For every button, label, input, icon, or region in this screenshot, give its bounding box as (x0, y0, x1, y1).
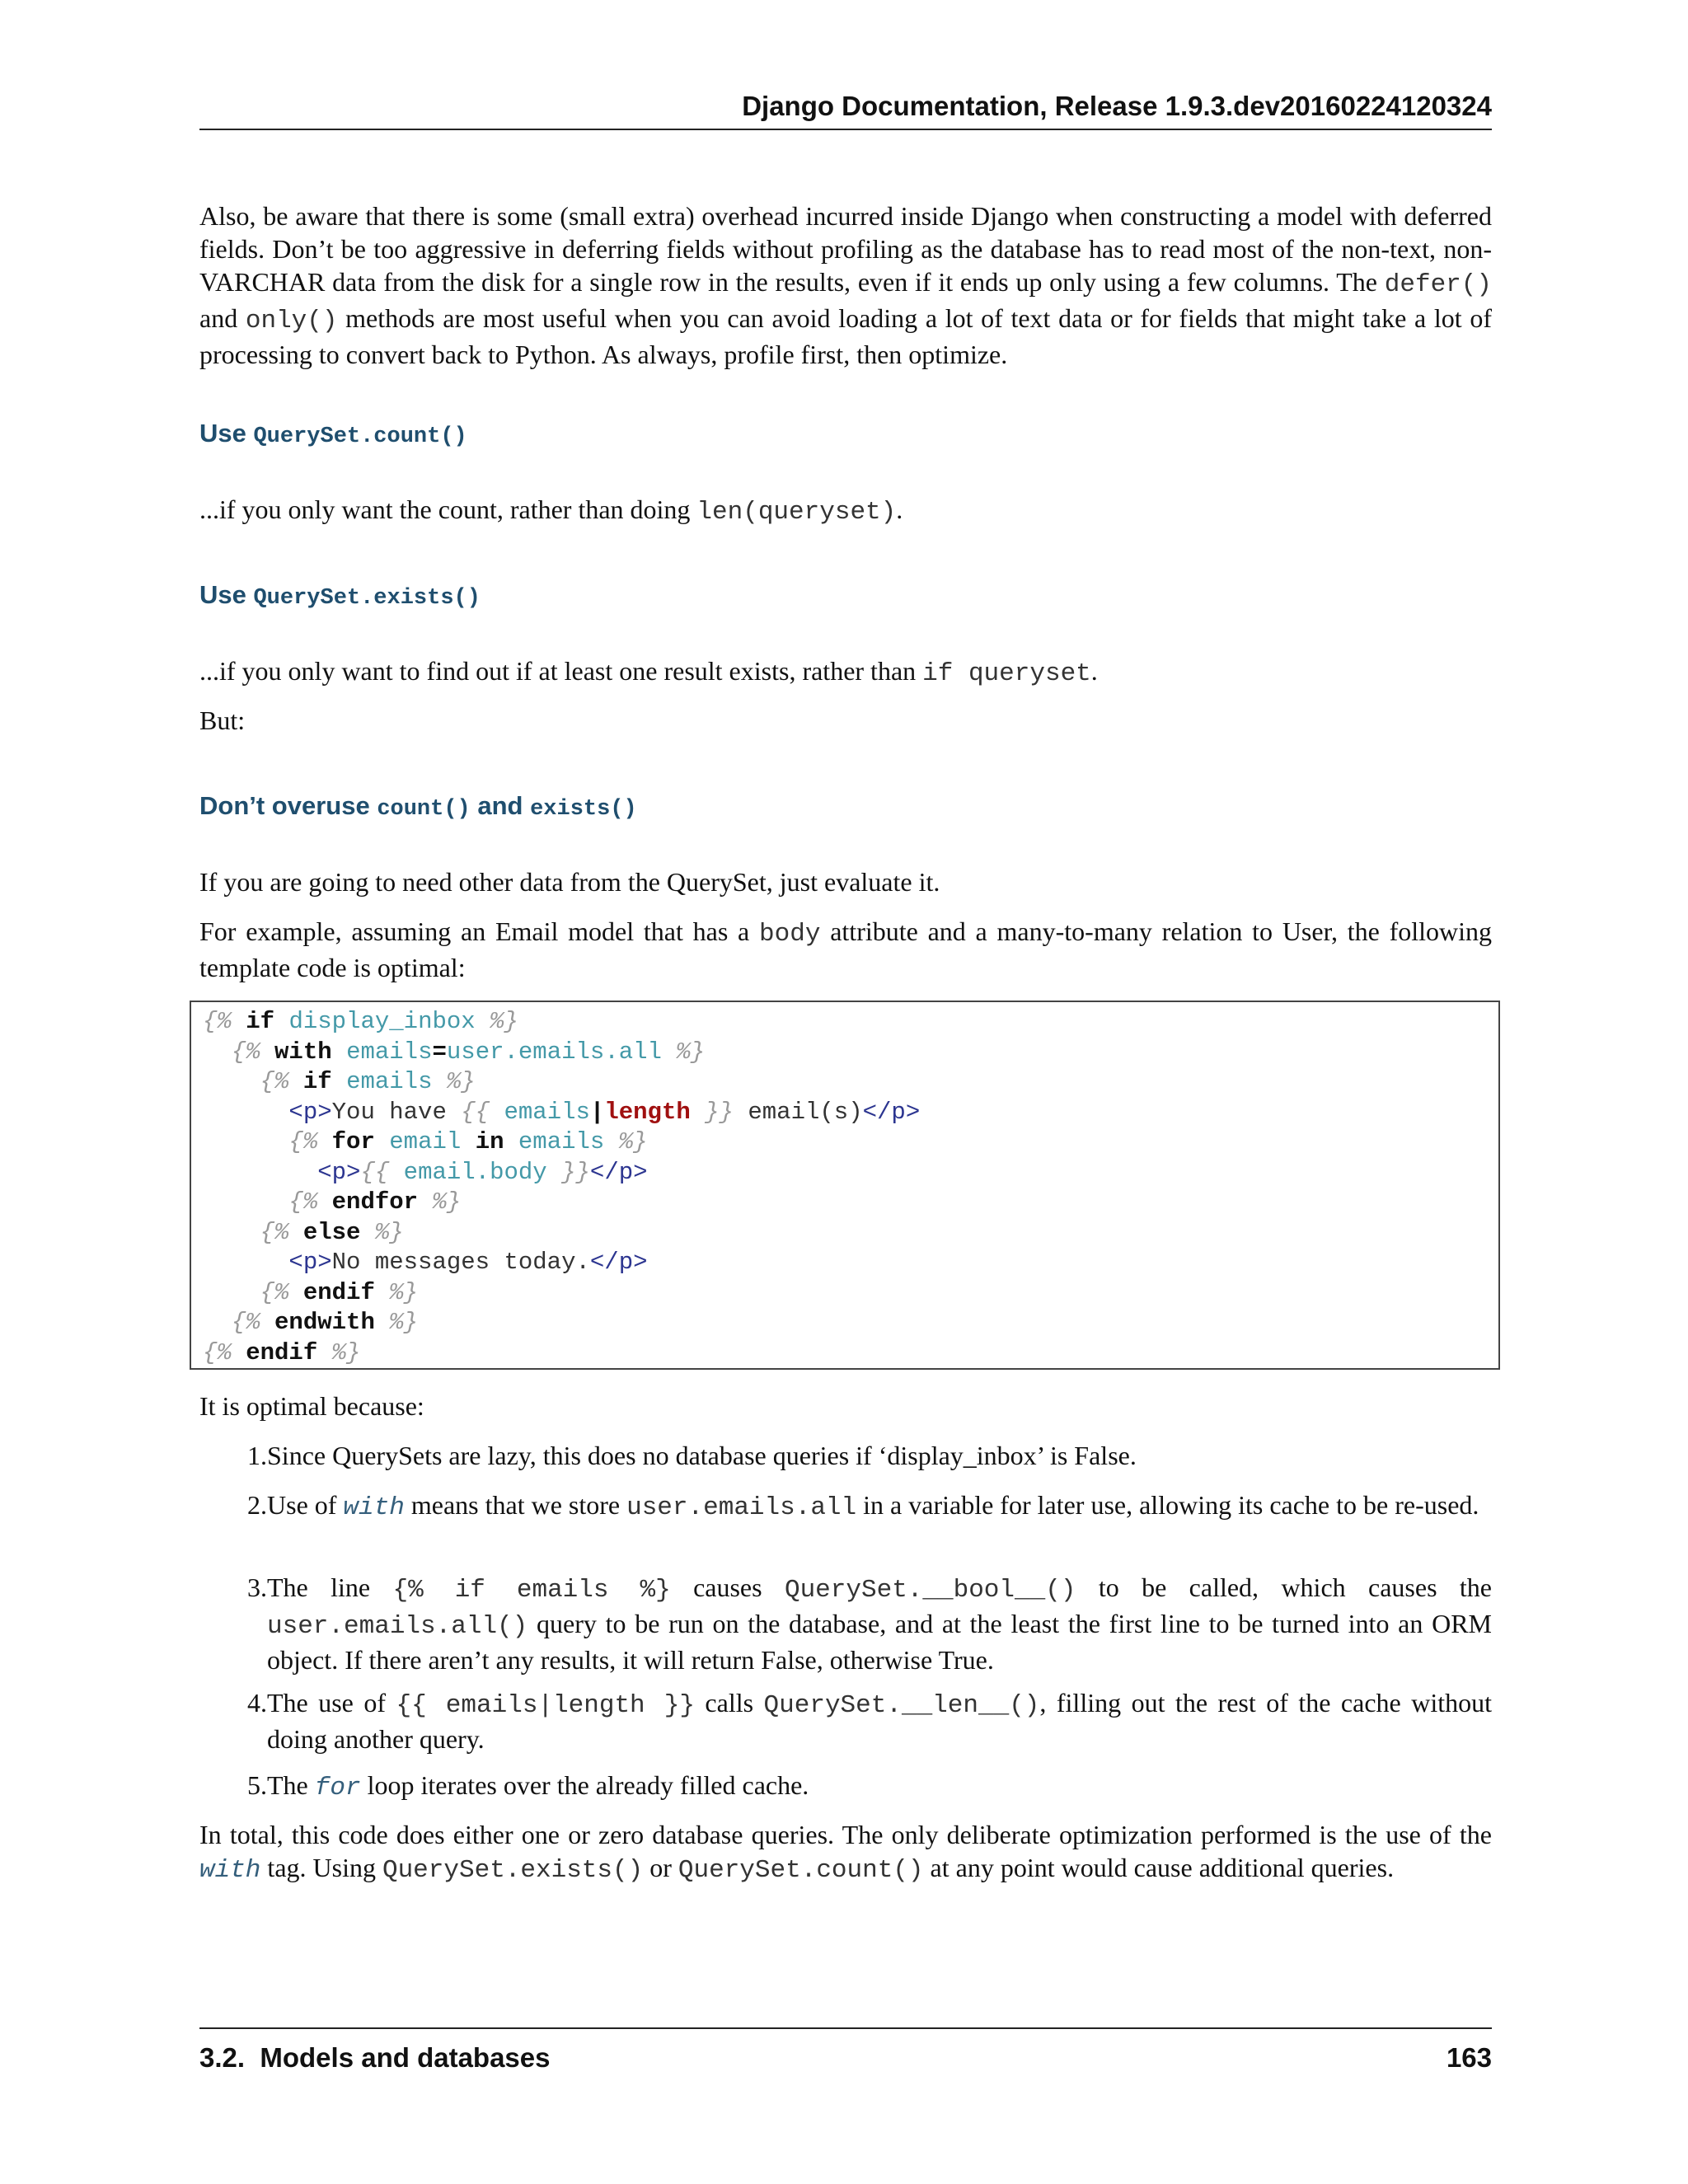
code-token: %} (331, 1338, 361, 1366)
code-line (203, 1188, 461, 1217)
code-token: endif (246, 1338, 318, 1366)
code-token (375, 1279, 389, 1306)
code-token: else (302, 1218, 361, 1246)
exists-paragraph: ...if you only want to find out if at least one result exists, rather than if queryset. (199, 656, 1098, 688)
footer-rule (199, 2027, 1492, 2029)
code-token (288, 1279, 302, 1306)
code-block (190, 1001, 1500, 1370)
code-token (375, 1309, 389, 1336)
list-item-number: 3. (247, 1572, 267, 1602)
code-token (490, 1099, 504, 1126)
count-paragraph: ...if you only want the count, rather than doing len(queryset). (199, 494, 903, 527)
code-token (288, 1068, 302, 1095)
code-token: %} (432, 1188, 462, 1216)
code-token (203, 1249, 288, 1276)
code-line (203, 1038, 705, 1067)
code-token (274, 1008, 288, 1035)
code-line (203, 1098, 920, 1127)
code-token: %} (389, 1309, 419, 1336)
code-token (317, 1188, 331, 1216)
summary-paragraph: In total, this code does either one or zero database queries. The only deliberate optimization performed is the use of the with tag. Using QuerySet.exists() or QuerySet.count() at any point would cause additional queries. (199, 1820, 1492, 1885)
code-token (317, 1128, 331, 1155)
heading-use-count: Use QuerySet.count() (199, 419, 467, 449)
code-token (332, 1068, 346, 1095)
code-token: | (589, 1098, 605, 1126)
inline-code-defer: defer() (1384, 270, 1492, 299)
code-line (203, 1308, 418, 1338)
code-line (203, 1338, 360, 1368)
code-token (662, 1038, 676, 1066)
code-token: {% (203, 1008, 232, 1035)
link-for-tag[interactable]: for (314, 1774, 361, 1802)
code-token: emails (346, 1068, 433, 1095)
code-token: for (331, 1128, 375, 1155)
code-token: %} (389, 1278, 419, 1306)
code-token: if (246, 1008, 275, 1035)
code-token (375, 1128, 389, 1155)
code-token: {{ (360, 1158, 390, 1186)
link-with-tag[interactable]: with (199, 1856, 261, 1885)
code-token: {% (203, 1338, 232, 1366)
code-token: with (274, 1038, 332, 1066)
code-token (360, 1219, 374, 1246)
code-token (389, 1159, 403, 1186)
code-token: email.body (403, 1158, 547, 1186)
code-token: </p> (589, 1158, 648, 1186)
code-token: {% (260, 1278, 289, 1306)
code-line (203, 1007, 518, 1037)
list-item-number: 4. (247, 1688, 267, 1718)
code-token (504, 1128, 518, 1155)
list-item-4: The use of {{ emails|length }} calls QuerySet.__len__(), filling out the rest of the cache without doing another query. (267, 1688, 1493, 1754)
code-token: <p> (317, 1158, 361, 1186)
list-item-number: 2. (247, 1490, 267, 1520)
code-token: endfor (331, 1188, 419, 1216)
code-line (203, 1218, 404, 1248)
code-token (203, 1099, 288, 1126)
header-rule (199, 129, 1492, 130)
running-header: Django Documentation, Release 1.9.3.dev20160224120324 (742, 91, 1492, 121)
code-token: emails (518, 1128, 605, 1155)
code-token: </p> (862, 1098, 921, 1126)
code-token: = (432, 1038, 447, 1066)
code-token: length (604, 1098, 691, 1126)
code-token: emails (504, 1098, 590, 1126)
code-token: {{ (461, 1098, 490, 1126)
code-token: %} (618, 1128, 648, 1155)
code-token (418, 1188, 432, 1216)
code-token (691, 1099, 705, 1126)
code-token (288, 1219, 302, 1246)
code-token (332, 1038, 346, 1066)
code-token: {% (288, 1128, 318, 1155)
overuse-paragraph-1: If you are going to need other data from the QuerySet, just evaluate it. (199, 867, 940, 897)
optimal-intro: It is optimal because: (199, 1391, 424, 1421)
list-item-1: Since QuerySets are lazy, this does no database queries if ‘display_inbox’ is False. (267, 1441, 1137, 1470)
code-token: email(s) (733, 1098, 863, 1126)
footer-section-title: 3.2. Models and databases (199, 2042, 551, 2073)
list-item-number: 5. (247, 1770, 267, 1800)
code-token (203, 1159, 317, 1186)
code-token (317, 1339, 331, 1366)
code-line (203, 1158, 648, 1188)
code-token: display_inbox (288, 1008, 476, 1035)
code-token: %} (490, 1008, 518, 1035)
code-token: endif (302, 1278, 375, 1306)
code-token (203, 1219, 260, 1246)
code-line (203, 1248, 648, 1277)
code-token (604, 1128, 618, 1155)
overuse-paragraph-2: For example, assuming an Email model that has a body attribute and a many-to-many relation to User, the following template code is optimal: (199, 916, 1493, 982)
code-token (203, 1279, 260, 1306)
list-item-3: The line {% if emails %} causes QuerySet.__bool__() to be called, which causes the user.emails.all() query to be run on the database, and at the least the first line to be turned into an ORM object. If there aren’t any results, it will return False, otherwise True. (267, 1572, 1493, 1675)
code-token: {% (260, 1068, 289, 1095)
code-token: {% (231, 1038, 260, 1066)
code-token (476, 1008, 490, 1035)
code-token (203, 1038, 232, 1066)
code-line (203, 1127, 648, 1157)
code-token (547, 1159, 561, 1186)
code-token: {% (231, 1309, 260, 1336)
code-line (203, 1278, 418, 1308)
code-token (260, 1309, 274, 1336)
code-token (232, 1008, 246, 1035)
code-token: <p> (288, 1249, 332, 1276)
intro-paragraph: Also, be aware that there is some (small extra) overhead incurred inside Django when constructing a model with deferred fields. Don’t be too aggressive in deferring fields without profiling as the database has to read most of the non-text, non-VARCHAR data from the disk for a single row in the results, even if it ends up only using a few columns. The defer() and only() methods are most useful when you can avoid loading a lot of text data or for fields that might take a lot of processing to convert back to Python. As always, profile first, then optimize. (199, 201, 1493, 369)
code-token: }} (705, 1098, 734, 1126)
code-token: {% (260, 1218, 289, 1246)
code-token: }} (561, 1158, 590, 1186)
code-token: emails (346, 1038, 433, 1066)
code-token: %} (676, 1038, 706, 1066)
page-number: 163 (1446, 2042, 1492, 2073)
link-with-tag[interactable]: with (343, 1493, 405, 1522)
code-token: You have (331, 1098, 462, 1126)
code-token: user.emails.all (446, 1038, 662, 1066)
code-token: {% (288, 1188, 318, 1216)
list-item-5: The for loop iterates over the already filled cache. (267, 1770, 809, 1802)
code-line (203, 1067, 476, 1097)
code-token: </p> (589, 1249, 648, 1276)
code-token (232, 1339, 246, 1366)
but-paragraph: But: (199, 705, 246, 735)
code-token (203, 1128, 288, 1155)
code-token: in (475, 1128, 504, 1155)
code-token (461, 1128, 475, 1155)
code-token (203, 1309, 232, 1336)
inline-code-only: only() (245, 307, 338, 335)
code-token: %} (446, 1068, 476, 1095)
code-token (203, 1068, 260, 1095)
code-token: <p> (288, 1098, 332, 1126)
heading-dont-overuse: Don’t overuse count() and exists() (199, 791, 637, 822)
code-token: endwith (274, 1309, 375, 1336)
code-token: No messages today. (331, 1249, 590, 1276)
code-token: if (302, 1068, 332, 1095)
code-token (260, 1038, 274, 1066)
code-token: email (389, 1128, 462, 1155)
code-token (432, 1068, 446, 1095)
list-item-number: 1. (247, 1441, 267, 1470)
list-item-2: Use of with means that we store user.emails.all in a variable for later use, allowing its cache to be re-used. (267, 1490, 1479, 1522)
code-token: %} (374, 1218, 404, 1246)
code-token (203, 1188, 288, 1216)
heading-use-exists: Use QuerySet.exists() (199, 580, 481, 611)
